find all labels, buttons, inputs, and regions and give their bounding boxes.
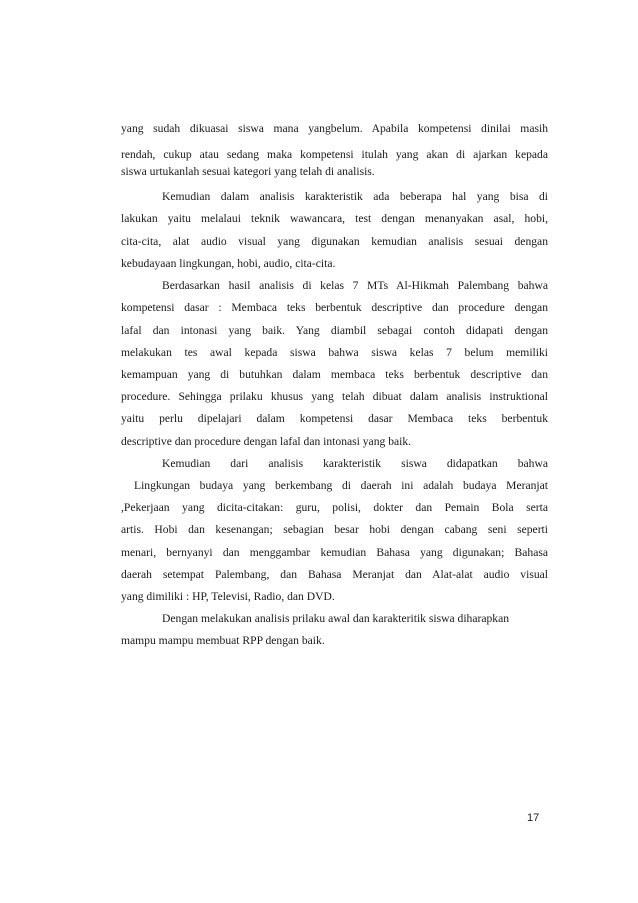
text-line: lafal dan intonasi yang baik. Yang diambil sebagai contoh didapati dengan	[121, 324, 548, 337]
text-line: Kemudian dalam analisis karakteristik ada beberapa hal yang bisa di	[162, 190, 548, 203]
text-line: descriptive dan procedure dengan lafal dan intonasi yang baik.	[121, 435, 412, 448]
text-line: menari, bernyanyi dan menggambar kemudian Bahasa yang digunakan; Bahasa	[121, 546, 548, 559]
text-line: siswa urtukanlah sesuai kategori yang telah di analisis.	[121, 165, 375, 178]
text-line: melakukan tes awal kepada siswa bahwa siswa kelas 7 belum memiliki	[121, 346, 548, 359]
text-line: yang dimiliki : HP, Televisi, Radio, dan DVD.	[121, 590, 335, 603]
text-line: yaitu perlu dipelajari dalam kompetensi dasar Membaca teks berbentuk	[121, 412, 548, 425]
text-line: lakukan yaitu melalaui teknik wawancara, test dengan menanyakan asal, hobi,	[121, 212, 548, 225]
text-line: procedure. Sehingga prilaku khusus yang telah dibuat dalam analisis instruktional	[121, 390, 548, 403]
text-line: artis. Hobi dan kesenangan; sebagian besar hobi dengan cabang seni seperti	[121, 523, 548, 536]
text-line: Lingkungan budaya yang berkembang di daerah ini adalah budaya Meranjat	[134, 479, 548, 492]
text-line: ,Pekerjaan yang dicita-citakan: guru, polisi, dokter dan Pemain Bola serta	[121, 501, 548, 514]
text-line: kemampuan yang di butuhkan dalam membaca teks berbentuk descriptive dan	[121, 368, 548, 381]
text-line: Berdasarkan hasil analisis di kelas 7 MTs Al-Hikmah Palembang bahwa	[162, 279, 548, 292]
text-line: Dengan melakukan analisis prilaku awal dan karakteritik siswa diharapkan	[162, 612, 510, 625]
text-line: yang sudah dikuasai siswa mana yangbelum. Apabila kompetensi dinilai masih	[121, 122, 548, 135]
text-line: kebudayaan lingkungan, hobi, audio, cita-cita.	[121, 257, 336, 270]
text-line: kompetensi dasar : Membaca teks berbentuk descriptive dan procedure dengan	[121, 301, 548, 314]
text-line: daerah setempat Palembang, dan Bahasa Meranjat dan Alat-alat audio visual	[121, 568, 548, 581]
text-line: Kemudian dari analisis karakteristik siswa didapatkan bahwa	[162, 457, 548, 470]
page-number: 17	[527, 812, 540, 824]
text-line: cita-cita, alat audio visual yang digunakan kemudian analisis sesuai dengan	[121, 235, 548, 248]
text-line: rendah, cukup atau sedang maka kompetensi itulah yang akan di ajarkan kepada	[121, 148, 548, 161]
text-line: mampu mampu membuat RPP dengan baik.	[121, 634, 325, 647]
